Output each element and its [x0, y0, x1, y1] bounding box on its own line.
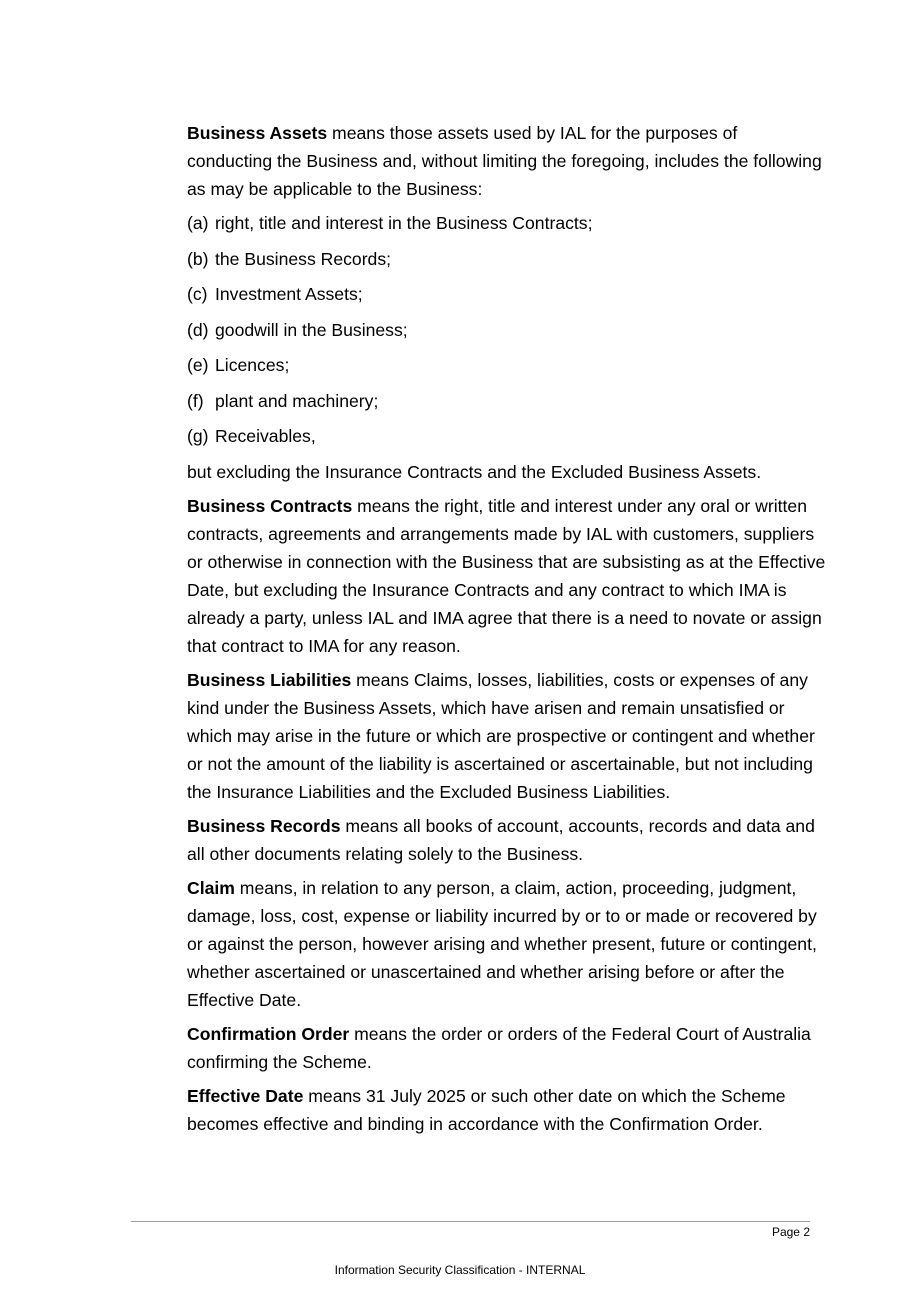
list-item-d — [187, 316, 827, 344]
list-item-text: goodwill in the Business; — [215, 319, 408, 340]
definition-text: means 31 July 2025 or such other date on which the Scheme becomes effective and binding in accordance with the Confirmation Order. — [187, 1085, 786, 1134]
list-item-c — [187, 280, 827, 308]
definition-business-assets — [187, 119, 827, 203]
list-item-text: Licences; — [215, 355, 290, 375]
security-classification: Information Security Classification - INTERNAL — [334, 1263, 586, 1277]
term-business-records: Business Records — [187, 815, 341, 836]
footer-divider — [131, 1221, 810, 1222]
list-marker: (b) — [187, 248, 209, 269]
term-confirmation-order: Confirmation Order — [187, 1023, 350, 1044]
list-item-text: right, title and interest in the Business Contracts; — [215, 213, 593, 233]
definition-text: means the order or orders of the Federal Court of Australia confirming the Scheme. — [187, 1023, 811, 1072]
list-marker: (g) — [187, 426, 209, 446]
definition-business-contracts — [187, 492, 827, 660]
list-marker: (e) — [187, 355, 209, 375]
business-assets-closing: but excluding the Insurance Contracts and the Excluded Business Assets. — [187, 461, 762, 482]
definition-text: means, in relation to any person, a claim, action, proceeding, judgment, damage, loss, cost, expense or liability incurred by or to or made or recovered by or against the person, however arising and whether present, future or contingent, whether ascertained or unascertained and whether arising before or after the Effective Date. — [187, 877, 817, 1010]
definition-text: means all books of account, accounts, records and data and all other documents relating solely to the Business. — [187, 815, 815, 864]
list-item-g — [187, 422, 827, 450]
definition-text: means the right, title and interest under any oral or written contracts, agreements and arrangements made by IAL with customers, suppliers or otherwise in connection with the Business that are subsisting as at the Effective Date, but excluding the Insurance Contracts and any contract to which IMA is already a party, unless IAL and IMA agree that there is a need to novate or assign that contract to IMA for any reason. — [187, 495, 826, 656]
definition-business-records — [187, 812, 827, 868]
list-marker: (c) — [187, 284, 208, 304]
term-business-assets: Business Assets — [187, 123, 328, 143]
list-item-text: Investment Assets; — [215, 284, 363, 304]
definition-text: means those assets used by IAL for the purposes of conducting the Business and, without limiting the foregoing, includes the following as may be applicable to the Business: — [187, 123, 822, 199]
list-item-f — [187, 387, 827, 415]
term-business-liabilities: Business Liabilities — [187, 669, 352, 690]
term-claim: Claim — [187, 877, 235, 898]
list-item-text: plant and machinery; — [215, 390, 379, 411]
list-item-text: Receivables, — [215, 426, 316, 446]
list-marker: (f) — [187, 390, 204, 411]
definition-effective-date — [187, 1082, 827, 1138]
list-item-e — [187, 351, 827, 379]
list-marker: (a) — [187, 213, 209, 233]
list-item-text: the Business Records; — [215, 248, 392, 269]
definition-text: means Claims, losses, liabilities, costs or expenses of any kind under the Business Assets, which have arisen and remain unsatisfied or which may arise in the future or which are prospective or contingent and whether or not the amount of the liability is ascertained or ascertainable, but not including the Insurance Liabilities and the Excluded Business Liabilities. — [187, 669, 815, 802]
page-number: Page 2 — [771, 1225, 810, 1239]
document-body — [187, 119, 827, 1144]
list-item-b — [187, 245, 827, 273]
list-marker: (d) — [187, 319, 209, 340]
term-business-contracts: Business Contracts — [187, 495, 353, 516]
term-effective-date: Effective Date — [187, 1085, 304, 1106]
definition-business-liabilities — [187, 666, 827, 806]
definition-claim — [187, 874, 827, 1014]
list-item-a — [187, 209, 827, 237]
definition-confirmation-order — [187, 1020, 827, 1076]
